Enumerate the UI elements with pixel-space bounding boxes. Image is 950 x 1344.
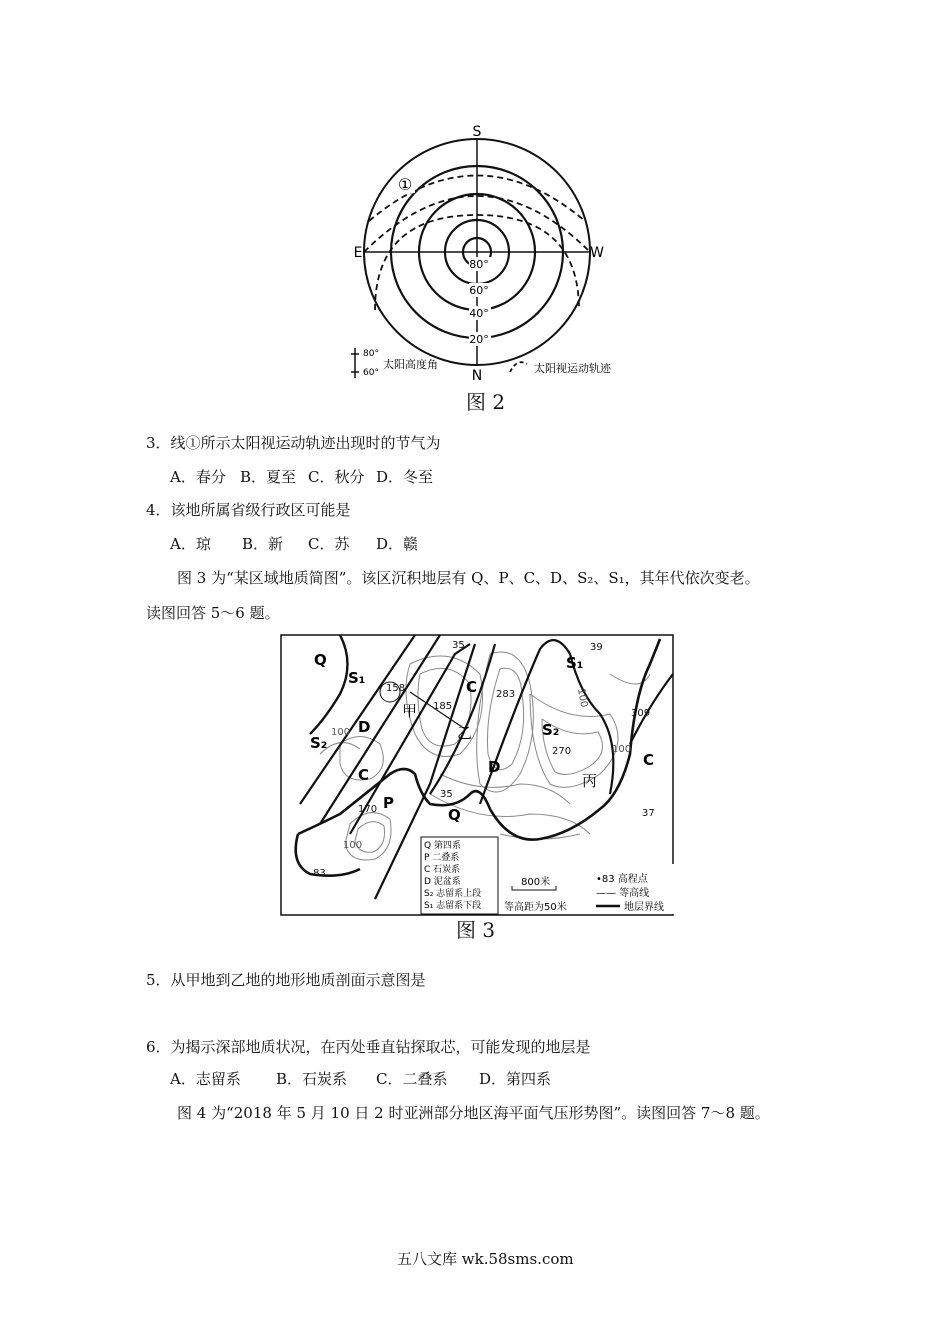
- elevation-39: 39: [590, 642, 603, 653]
- ring-label-40: 40°: [469, 307, 489, 320]
- elevation-35-a: 35: [452, 640, 465, 651]
- contour-interval: 等高距为50米: [504, 902, 567, 913]
- q6-option-d[interactable]: D．第四系: [479, 1070, 552, 1088]
- figure-3-caption: 图 3: [456, 918, 496, 942]
- elevation-270: 270: [552, 746, 572, 757]
- figure-2-caption: 图 2: [466, 390, 506, 414]
- question-3-options: [170, 467, 433, 487]
- legend-s2: S₂ 志留系上段: [424, 889, 482, 899]
- elevation-35-b: 35: [440, 789, 453, 800]
- q3-option-b[interactable]: B．夏至: [240, 468, 297, 486]
- stratum-p: P: [383, 794, 394, 812]
- stratum-d-1: D: [358, 718, 371, 736]
- q6-option-b[interactable]: B．石炭系: [276, 1070, 348, 1088]
- stratum-q-2: Q: [448, 806, 461, 824]
- stratum-c-3: C: [643, 751, 655, 769]
- q6-option-c[interactable]: C．二叠系: [376, 1070, 448, 1088]
- legend-c: C 石炭系: [424, 865, 461, 875]
- label-n: N: [471, 368, 483, 382]
- q4-option-b[interactable]: B．新: [242, 535, 284, 553]
- figure-3-geologic-map: [280, 634, 674, 916]
- q3-option-c[interactable]: C．秋分: [308, 468, 365, 486]
- legend-altitude-label: 太阳高度角: [383, 358, 438, 371]
- elevation-185: 185: [433, 701, 453, 712]
- elevation-37: 37: [642, 808, 655, 819]
- ring-label-80: 80°: [469, 258, 489, 271]
- label-e: E: [353, 245, 363, 261]
- legend-tick-80: 80°: [363, 349, 379, 359]
- elevation-170: 170: [358, 804, 378, 815]
- elevation-309: 309: [631, 708, 651, 719]
- place-bing: 丙: [582, 772, 598, 790]
- q4-option-a[interactable]: A．琼: [170, 535, 211, 553]
- stratum-q-1: Q: [314, 651, 327, 669]
- stratum-s1-1: S₁: [348, 669, 366, 687]
- figure-3-intro-line-2: 读图回答 5～6 题。: [146, 604, 280, 622]
- legend-elevation-point: •83 高程点: [596, 874, 648, 885]
- stratum-s1-2: S₁: [566, 654, 584, 672]
- ring-label-20: 20°: [469, 333, 489, 346]
- stratum-d-2: D: [488, 758, 501, 776]
- legend-q: Q 第四系: [424, 841, 461, 851]
- question-4-text: 4．该地所属省级行政区可能是: [146, 501, 351, 519]
- question-4-options: [170, 534, 418, 554]
- figure-4-intro: 图 4 为“2018 年 5 月 10 日 2 时亚洲部分地区海平面气压形势图”。读图回答 7～8 题。: [177, 1104, 770, 1122]
- stratum-c-2: C: [466, 678, 478, 696]
- legend-s1: S₁ 志留系下段: [424, 901, 482, 911]
- legend-boundary: 地层界线: [624, 902, 664, 913]
- question-3-text: 3．线①所示太阳视运动轨迹出现时的节气为: [146, 434, 441, 452]
- elevation-283: 283: [496, 689, 516, 700]
- stratum-s2-1: S₂: [310, 734, 328, 752]
- legend-tick-60: 60°: [363, 368, 379, 378]
- contour-label-100-d: 100: [343, 840, 363, 851]
- q6-option-a[interactable]: A．志留系: [170, 1070, 241, 1088]
- path-marker-1: ①: [397, 175, 413, 194]
- stratum-c-1: C: [358, 766, 370, 784]
- legend-path-label: 太阳视运动轨迹: [534, 362, 611, 375]
- page-footer: 五八文库 wk.58sms.com: [397, 1250, 574, 1268]
- question-6-options: [170, 1069, 551, 1089]
- legend-contour: —— 等高线: [596, 888, 650, 899]
- ring-label-60: 60°: [469, 284, 489, 297]
- question-5-text: 5．从甲地到乙地的地形地质剖面示意图是: [146, 971, 426, 989]
- legend-d: D 泥盆系: [424, 877, 461, 887]
- stratum-s2-2: S₂: [542, 721, 560, 739]
- legend-p: P 二叠系: [424, 853, 460, 863]
- question-6-text: 6．为揭示深部地质状况，在丙处垂直钻探取芯，可能发现的地层是: [146, 1038, 591, 1056]
- label-s: S: [472, 124, 482, 140]
- legend-path-symbol: [510, 362, 527, 372]
- figure-3-intro-line-1: 图 3 为“某区域地质简图”。该区沉积地层有 Q、P、C、D、S₂、S₁，其年代依次变老。: [177, 569, 760, 587]
- q4-option-c[interactable]: C．苏: [308, 535, 350, 553]
- q3-option-d[interactable]: D．冬至: [376, 468, 434, 486]
- place-yi: 乙: [457, 724, 473, 742]
- elevation-83: 83: [313, 868, 326, 879]
- figure-2-sun-path-diagram: [345, 120, 635, 382]
- label-w: W: [590, 245, 604, 261]
- place-jia: 甲: [402, 702, 418, 720]
- contour-label-100-c: 100: [612, 744, 632, 755]
- q3-option-a[interactable]: A．春分: [170, 468, 226, 486]
- contour-label-100-a: 100: [331, 727, 351, 738]
- elevation-158: 158: [386, 683, 406, 694]
- scale-label: 800米: [521, 877, 551, 888]
- contour-label-100-b: 100: [575, 687, 590, 709]
- q4-option-d[interactable]: D．赣: [376, 535, 419, 553]
